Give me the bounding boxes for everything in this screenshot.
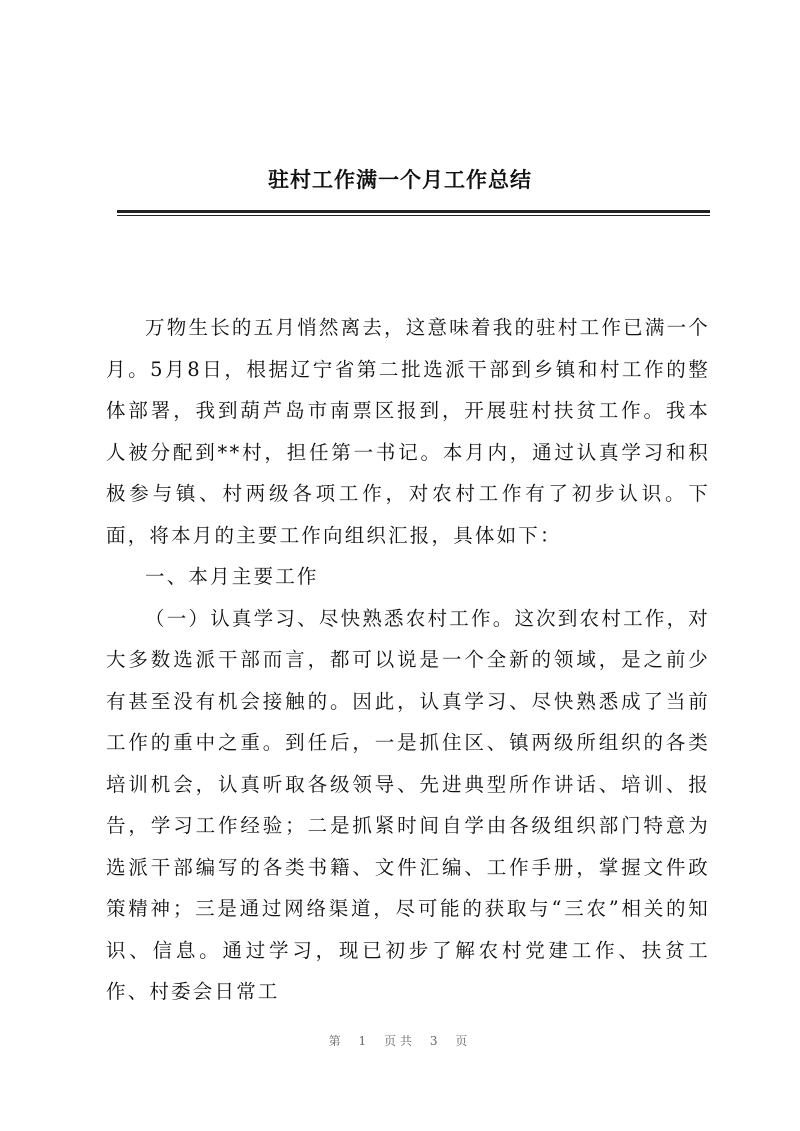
title-divider <box>117 210 710 213</box>
document-body <box>106 307 710 1013</box>
page-title: 驻村工作满一个月工作总结 <box>268 167 532 192</box>
footer-suffix: 页 <box>455 1034 472 1048</box>
title-divider-thin <box>117 215 710 216</box>
paragraph-intro: 万物生长的五月悄然离去，这意味着我的驻村工作已满一个月。5月8日，根据辽宁省第二批选派干部到乡镇和村工作的整体部署，我到葫芦岛市南票区报到，开展驻村扶贫工作。我本人被分配到**村，担任第一书记。本月内，通过认真学习和积极参与镇、村两级各项工作，对农村工作有了初步认识。下面，将本月的主要工作向组织汇报，具体如下： <box>106 316 710 547</box>
page-number-footer <box>0 1032 800 1049</box>
footer-total-pages: 3 <box>429 1034 442 1048</box>
section-heading: 一、本月主要工作 <box>145 565 319 588</box>
paragraph-study: （一）认真学习、尽快熟悉农村工作。这次到农村工作，对大多数选派干部而言，都可以说是一个全新的领域，是之前少有甚至没有机会接触的。因此，认真学习、尽快熟悉成了当前工作的重中之重。到任后，一是抓住区、镇两级所组织的各类培训机会，认真听取各级领导、先进典型所作讲话、培训、报告，学习工作经验；二是抓紧时间自学由各级组织部门特意为选派干部编写的各类书籍、文件汇编、工作手册，掌握文件政策精神；三是通过网络渠道，尽可能的获取与“三农”相关的知识、信息。通过学习，现已初步了解农村党建工作、扶贫工作、村委会日常工 <box>106 606 710 1003</box>
footer-middle: 页共 <box>383 1034 416 1048</box>
footer-current-page: 1 <box>358 1034 371 1048</box>
footer-prefix: 第 <box>328 1034 345 1048</box>
